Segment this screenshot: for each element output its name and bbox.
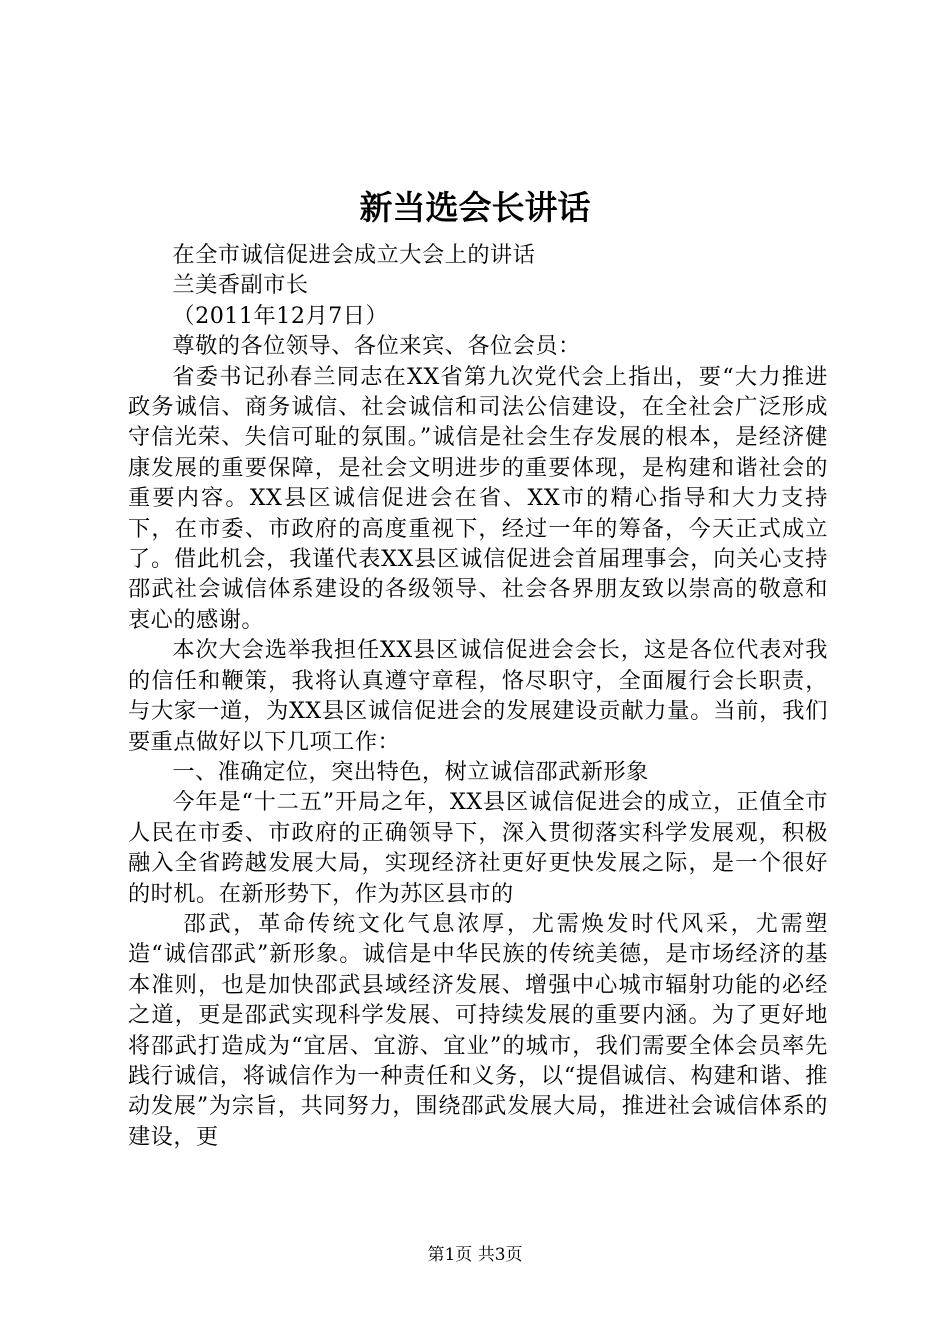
section-heading: 一、准确定位，突出特色，树立诚信邵武新形象 xyxy=(172,758,649,785)
date-line: （2011年12月7日） xyxy=(172,302,389,329)
document-title: 新当选会长讲话 xyxy=(359,188,591,227)
speaker-line: 兰美香副市长 xyxy=(172,272,309,299)
body-paragraph: 今年是“十二五”开局之年，XX县区诚信促进会的成立，正值全市人民在市委、市政府的正确领导下，深入贯彻落实科学发展观，积极融入全省跨越发展大局，实现经济社更好更快发展之际，是一个很好的时机。在新形势下，作为苏区县市的 xyxy=(128,789,828,907)
page-number-footer: 第1页 共3页 xyxy=(427,1245,523,1265)
salutation: 尊敬的各位领导、各位来宾、各位会员： xyxy=(172,333,581,360)
body-paragraph: 邵武，革命传统文化气息浓厚，尤需焕发时代风采，尤需塑造“诚信邵武”新形象。诚信是中华民族的传统美德，是市场经济的基本准则，也是加快邵武县域经济发展、增强中心城市辐射功能的必经之道，更是邵武实现科学发展、可持续发展的重要内涵。为了更好地将邵武打造成为“宜居、宜游、宜业”的城市，我们需要全体会员率先践行诚信，将诚信作为一种责任和义务，以“提倡诚信、构建和谐、推动发展”为宗旨，共同努力，围绕邵武发展大局，推进社会诚信体系的建设，更 xyxy=(128,910,828,1150)
document-body xyxy=(128,240,828,1152)
speech-heading: 在全市诚信促进会成立大会上的讲话 xyxy=(172,242,536,268)
body-paragraph: 省委书记孙春兰同志在XX省第九次党代会上指出，要“大力推进政务诚信、商务诚信、社会诚信和司法公信建设，在全社会广泛形成守信光荣、失信可耻的氛围。”诚信是社会生存发展的根本，是经济健康发展的重要保障，是社会文明进步的重要体现，是构建和谐社会的重要内容。XX县区诚信促进会在省、XX市的精心指导和大力支持下，在市委、市政府的高度重视下，经过一年的筹备，今天正式成立了。借此机会，我谨代表XX县区诚信促进会首届理事会，向关心支持邵武社会诚信体系建设的各级领导、社会各界朋友致以崇高的敬意和衷心的感谢。 xyxy=(128,363,828,633)
body-paragraph: 本次大会选举我担任XX县区诚信促进会会长，这是各位代表对我的信任和鞭策，我将认真遵守章程，恪尽职守，全面履行会长职责，与大家一道，为XX县区诚信促进会的发展建设贡献力量。当前，我们要重点做好以下几项工作： xyxy=(128,637,828,755)
